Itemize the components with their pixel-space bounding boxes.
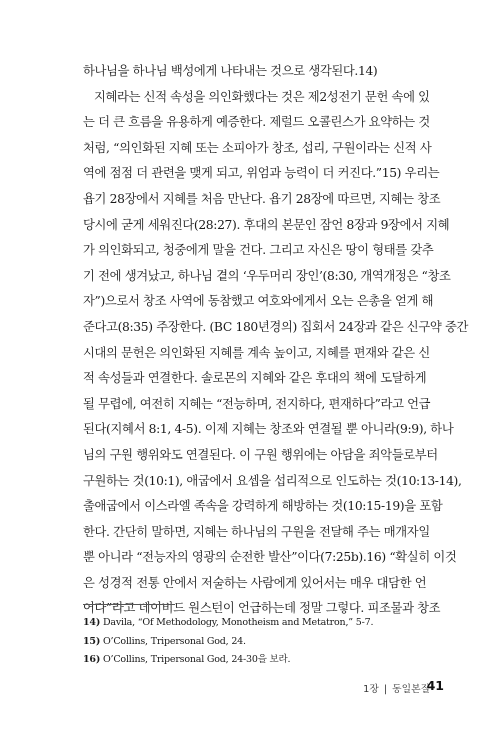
footer-separator: | [383,684,388,695]
footnote-text: O’Collins, Tripersonal God, 24. [102,635,246,647]
body-line: 자”)으로서 창조 사역에 동참했고 여호와에게서 오는 은총을 얻게 해 [83,294,434,309]
footnote-16 [83,651,423,670]
body-line: 지혜라는 신적 속성을 의인화했다는 것은 제2성전기 문헌 속에 있 [94,89,430,104]
footnote-number: 16) [83,654,101,665]
body-line: 어다”라고 데이비드 원스턴이 언급하는데 정말 그렇다. 피조물과 창조 [83,601,441,616]
body-line: 은 성경적 전통 안에서 저술하는 사람에게 있어서는 매우 대담한 언 [83,575,427,590]
body-line: 준다고(8:35) 주장한다. (BC 180년경의) 집회서 24장과 같은 신구약 중간 [83,319,469,334]
footer-chapter: 1장 [363,684,379,695]
body-line: 역에 점점 더 관련을 맺게 되고, 위엄과 능력이 더 커진다.”15) 우리는 [83,166,440,181]
body-line: 처럼, “의인화된 지혜 또는 소피아가 창조, 섭리, 구원이라는 신적 사 [83,140,432,155]
footnote-14 [83,614,423,633]
body-text [83,59,469,622]
body-line: 출애굽에서 이스라엘 족속을 강력하게 해방하는 것(10:15-19)을 포함 [83,499,443,514]
body-line: 가 의인화되고, 청중에게 말을 건다. 그리고 자신은 땅이 형태를 갖추 [83,243,434,258]
running-footer [363,681,430,695]
body-line: 구원하는 것(10:1), 애굽에서 요셉을 섭리적으로 인도하는 것(10:13-14), [83,473,462,488]
body-line: 하나님을 하나님 백성에게 나타내는 것으로 생각된다.14) [83,64,378,78]
body-line: 뿐 아니라 “전능자의 영광의 순전한 발산”이다(7:25b).16) “확실히 이것 [83,550,457,565]
footnote-15 [83,633,423,652]
body-line: 시대의 문헌은 의인화된 지혜를 계속 높이고, 지혜를 편재와 같은 신 [83,345,430,360]
body-line: 당시에 굳게 세워진다(28:27). 후대의 본문인 잠언 8장과 9장에서 지혜 [83,217,450,232]
body-line: 된다(지혜서 8:1, 4-5). 이제 지혜는 창조와 연결될 뿐 아니라(9:9), 하나 [83,422,454,437]
footnote-number: 14) [83,617,101,628]
footnote-text: Davila, “Of Methodology, Monotheism and Metatron,” 5-7. [102,617,374,628]
footnote-number: 15) [83,635,101,647]
page-number: 41 [426,678,444,693]
body-line: 한다. 간단히 말하면, 지혜는 하나님의 구원을 전달해 주는 매개자일 [83,524,430,539]
body-line: 기 전에 생겨났고, 하나님 곁의 ‘우두머리 장인’(8:30, 개역개정은 “창조 [83,268,451,283]
body-line: 는 더 큰 흐름을 유용하게 예증한다. 제럴드 오콜린스가 요약하는 것 [83,115,430,130]
body-line: 적 속성들과 연결한다. 솔로몬의 지혜와 같은 후대의 책에 도달하게 [83,371,427,386]
body-line: 될 무렵에, 여전히 지혜는 “전능하며, 전지하다, 편재하다”라고 언급 [83,396,431,411]
footnote-text: O’Collins, Tripersonal God, 24-30을 보라. [102,654,291,665]
footnote-divider [83,604,175,605]
body-line: 욥기 28장에서 지혜를 처음 만난다. 욥기 28장에 따르면, 지혜는 창조 [83,191,441,206]
body-line: 님의 구원 행위와도 연결된다. 이 구원 행위에는 아담을 죄악들로부터 [83,447,438,462]
footer-section: 동일본질 [392,684,430,695]
footnotes [83,614,423,670]
